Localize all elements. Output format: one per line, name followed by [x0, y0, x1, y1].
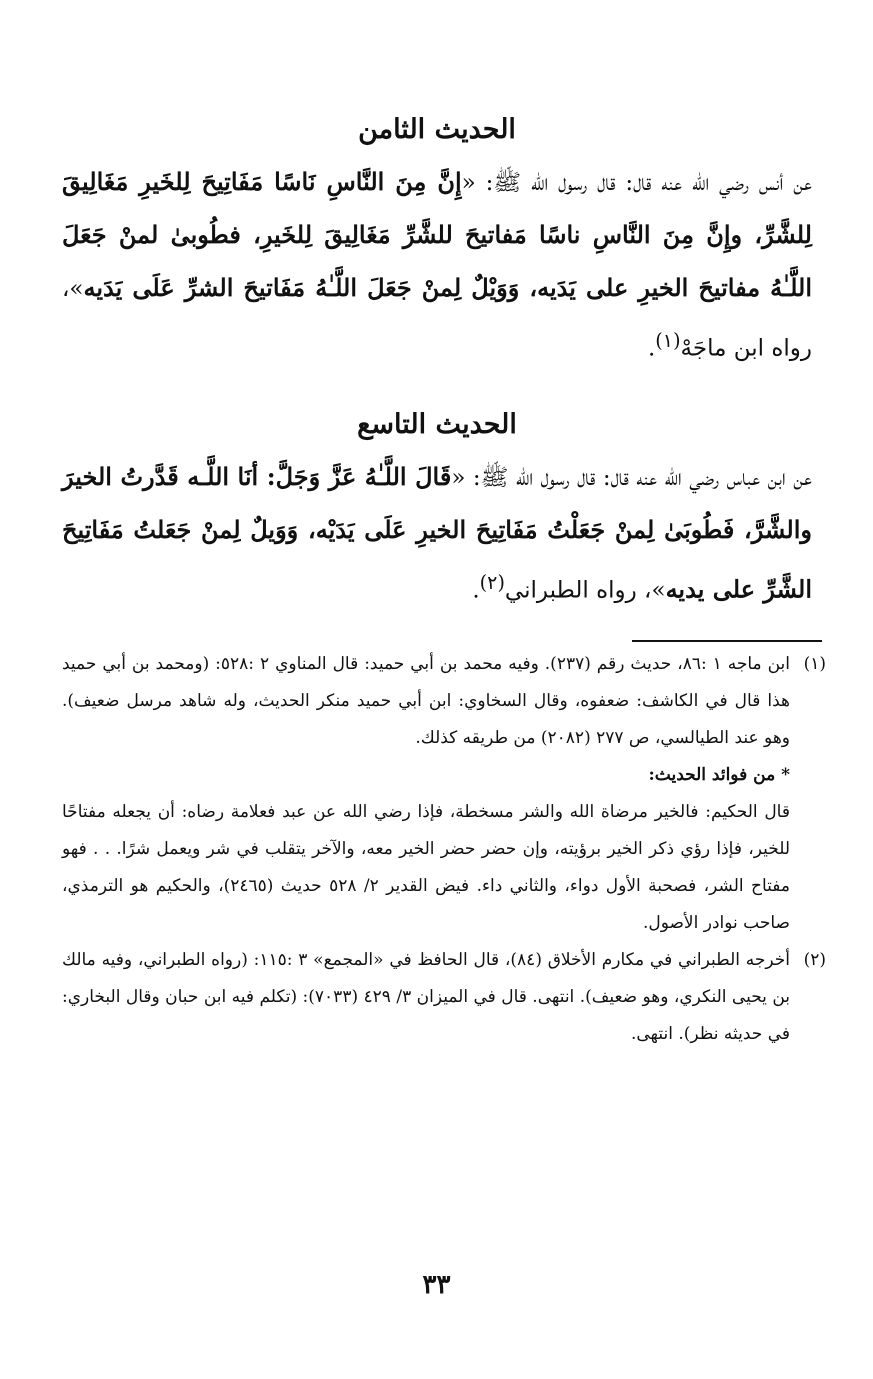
hadith-intro: عن ابن عباس رضي الله عنه قال: قال رسول الله ﷺ: «: [451, 464, 812, 491]
hadith-text: قَالَ اللَّـٰهُ عَزَّ وَجَلَّ: أنَا اللَّـه قَدَّرتُ الخيرَ والشَّرَّ، فَطُوبَىٰ لِمنْ جَعَلْتُ مَفَاتِيحَ الخيرِ عَلَى يَدَيْه، وَوَيلٌ لِمنْ جَعَلتُ مَفَاتِيحَ الشَّرِّ على يديه: [62, 461, 812, 604]
footnote-2: [62, 942, 826, 1053]
footnote-text: أخرجه الطبراني في مكارم الأخلاق (٨٤)، قال الحافظ في «المجمع» ٣ :١١٥: (رواه الطبراني، وفيه مالك بن يحيى النكري، وهو ضعيف). انتهى. قال في الميزان ٣/ ٤٢٩ (٧٠٣٣): (تكلم فيه ابن حبان وقال البخاري: في حديثه نظر). انتهى.: [62, 950, 790, 1045]
hadith-outro: »، رواه ابن ماجَهْ: [62, 276, 812, 362]
footnote-number: (٢): [803, 950, 826, 971]
footnote-ref[interactable]: (١): [655, 329, 681, 352]
hadith-paragraph-eighth: [62, 156, 812, 375]
hadith-text: إِنَّ مِنَ النَّاسِ نَاسًا مَفَاتِيحَ لِلخَيرِ مَغَالِيقَ لِلشَّرِّ، وإِنَّ مِنَ النَّاسِ ناسًا مَفاتيحَ للشَّرِّ مَغَالِيقَ لِلخَيرِ، فطُوبىٰ لمنْ جَعَلَ اللَّـٰهُ مفاتيحَ الخيرِ على يَدَيه، وَوَيْلٌ لِمنْ جَعَلَ اللَّـٰهُ مَفَاتيحَ الشرِّ عَلَى يَدَيه: [62, 167, 812, 302]
page-number: ٣٣: [422, 1270, 451, 1300]
section-heading-eighth: الحديث الثامن: [358, 114, 516, 145]
footnote-number: (١): [803, 654, 826, 675]
footnote-subheading: * من فوائد الحديث:: [648, 765, 790, 786]
footnote-ref[interactable]: (٢): [479, 570, 505, 594]
footnote-body: [62, 646, 790, 942]
footnote-body: [62, 942, 790, 1053]
hadith-end: .: [647, 335, 656, 362]
footnote-text-2: قال الحكيم: فالخير مرضاة الله والشر مسخطة، فإذا رضي الله عن عبد فعلامة رضاه: أن يجعله مفتاحًا للخير، فإذا رؤي ذكر الخير برؤيته، وإن حضر حضر الخير معه، والآخر يتقلب في شر ويعمل شرًا. . . فهو مفتاح الشر، فصحبة الأول دواء، والثاني داء. فيض القدير ٢/ ٥٢٨ حديث (٢٤٦٥)، والحكيم هو الترمذي، صاحب نوادر الأصول.: [62, 802, 790, 934]
hadith-paragraph-ninth: [62, 451, 812, 617]
footnote-text: ابن ماجه ١ :٨٦، حديث رقم (٢٣٧). وفيه محمد بن أبي حميد: قال المناوي ٢ :٥٢٨: (ومحمد بن أبي حميد هذا قال في الكاشف: ضعفوه، وقال السخاوي: ابن أبي حميد منكر الحديث، وله شاهد مرسل ضعيف). وهو عند الطيالسي، ص ٢٧٧ (٢٠٨٢) من طريقه كذلك.: [62, 654, 791, 749]
section-heading-ninth: الحديث التاسع: [357, 408, 517, 440]
hadith-intro: عن أنس رضي الله عنه قال: قال رسول الله ﷺ: «: [461, 170, 812, 196]
footnote-divider: [632, 640, 822, 642]
hadith-outro: »، رواه الطبراني: [504, 577, 666, 604]
footnote-1: [62, 646, 826, 942]
hadith-end: .: [472, 577, 480, 604]
page-content: [62, 110, 826, 1053]
